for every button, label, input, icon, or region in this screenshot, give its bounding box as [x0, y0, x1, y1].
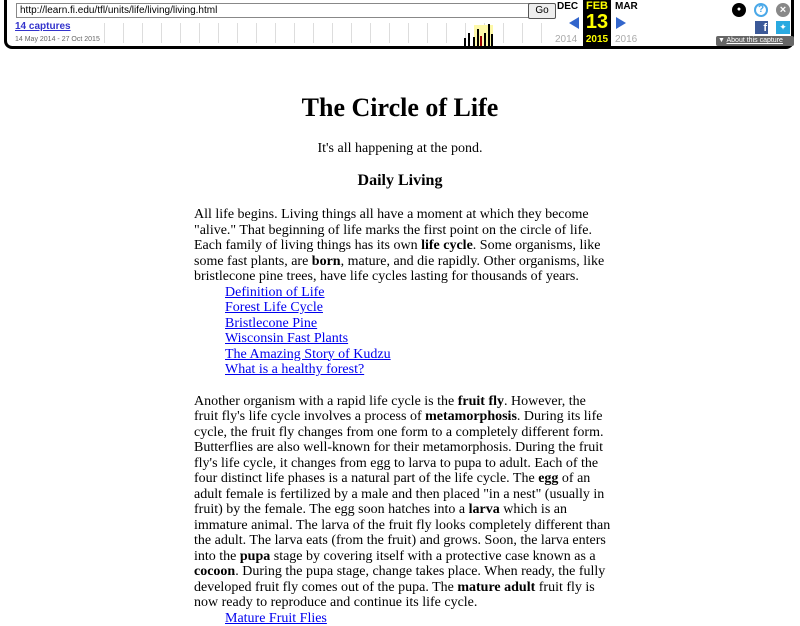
timeline-capture-bar[interactable] [464, 38, 466, 46]
user-icon[interactable]: ● [732, 3, 746, 17]
next-year-label[interactable]: 2016 [615, 34, 637, 46]
timeline-month-divider [351, 23, 352, 43]
text-run: . During its life cycle, the fruit fly changes from one form to a completely different form. Butterflies are also well-known for their metamorphosis. During the fruit fly's life cycle, it changes from egg to larva to pupa to adult. Each of the four distinct life phases is a natural part of the life cycle. The [194, 409, 603, 486]
bold-term: born [312, 254, 341, 269]
timeline-month-divider [218, 23, 219, 43]
help-icon[interactable]: ? [754, 3, 768, 17]
bold-term: egg [538, 471, 558, 486]
list-item [225, 347, 800, 363]
page-subtitle: It's all happening at the pond. [0, 141, 800, 157]
list-item [225, 285, 800, 301]
timeline-month-divider [256, 23, 257, 43]
bold-term: larva [469, 502, 500, 517]
timeline-month-divider [237, 23, 238, 43]
current-month-label: FEB [583, 0, 611, 12]
capture-date-range: 14 May 2014 - 27 Oct 2015 [15, 35, 100, 44]
timeline-month-divider [408, 23, 409, 43]
link-the-amazing-story-of-kudzu[interactable]: The Amazing Story of Kudzu [225, 347, 391, 362]
page-content [0, 93, 800, 626]
timeline-month-divider [427, 23, 428, 43]
text-run: stage by covering itself with a protective case known as a [270, 549, 595, 564]
wayback-toolbar [4, 0, 794, 49]
timeline-capture-bar[interactable] [484, 33, 486, 46]
about-capture-label: About this capture [727, 37, 783, 44]
timeline-month-divider [104, 23, 105, 43]
timeline-capture-bar[interactable] [480, 36, 482, 46]
triangle-down-icon: ▼ [718, 37, 725, 44]
next-month-label[interactable]: MAR [615, 1, 638, 13]
timeline-month-divider [389, 23, 390, 43]
timeline-month-divider [446, 23, 447, 43]
timeline-month-divider [199, 23, 200, 43]
bold-term: mature adult [457, 580, 535, 595]
list-item [225, 611, 800, 626]
text-run: which is an immature animal. The larva of the fruit fly looks completely different than the adult. The larva eats (from the fruit) and grows. Soon, the larva enters into the [194, 502, 610, 564]
current-day-label: 13 [583, 12, 611, 33]
timeline-capture-bar[interactable] [491, 34, 493, 46]
timeline-month-divider [522, 23, 523, 43]
list-item [225, 362, 800, 378]
close-icon[interactable]: × [776, 3, 790, 17]
link-bristlecone-pine[interactable]: Bristlecone Pine [225, 316, 317, 331]
current-capture-date [583, 0, 611, 46]
fruit-fly-links-list [225, 611, 800, 626]
twitter-icon[interactable]: ✦ [776, 21, 790, 34]
fruit-fly-paragraph [194, 394, 612, 611]
timeline-capture-bar[interactable] [477, 29, 479, 46]
text-run: . Some organisms, like some fast plants, are [194, 238, 600, 269]
timeline-capture-bar[interactable] [468, 33, 470, 46]
text-run: of an adult female is fertilized by a male and then placed "in a nest" (usually in fruit) by the female. The egg soon hatches into a [194, 471, 604, 517]
bold-term: cocoon [194, 564, 235, 579]
timeline-month-divider [275, 23, 276, 43]
timeline-month-divider [332, 23, 333, 43]
list-item [225, 300, 800, 316]
link-forest-life-cycle[interactable]: Forest Life Cycle [225, 300, 323, 315]
text-run: Another organism with a rapid life cycle is the [194, 394, 458, 409]
section-heading: Daily Living [0, 171, 800, 190]
timeline-month-divider [123, 23, 124, 43]
timeline-month-divider [180, 23, 181, 43]
intro-paragraph [194, 207, 612, 285]
capture-sparkline[interactable] [102, 20, 552, 46]
bold-term: metamorphosis [425, 409, 517, 424]
url-input[interactable]: http://learn.fi.edu/tfl/units/life/living/living.html [16, 3, 530, 18]
current-year-label: 2015 [583, 34, 611, 46]
timeline-month-divider [541, 23, 542, 43]
list-item [225, 316, 800, 332]
timeline-month-divider [313, 23, 314, 43]
link-what-is-a-healthy-forest[interactable]: What is a healthy forest? [225, 362, 364, 377]
link-wisconsin-fast-plants[interactable]: Wisconsin Fast Plants [225, 331, 348, 346]
related-links-list [225, 285, 800, 378]
text-run: , mature, and die rapidly. Other organisms, like bristlecone pine trees, have life cycles lasting for thousands of years. [194, 254, 604, 285]
timeline-capture-bar[interactable] [473, 37, 475, 46]
bold-term: life cycle [421, 238, 473, 253]
timeline-month-divider [161, 23, 162, 43]
bold-term: pupa [240, 549, 270, 564]
text-run: All life begins. Living things all have a moment at which they become "alive." That beginning of life marks the first point on the circle of life. Each family of living things has its own [194, 207, 592, 253]
timeline-month-divider [503, 23, 504, 43]
page-title: The Circle of Life [0, 93, 800, 123]
prev-month-label[interactable]: DEC [557, 1, 578, 13]
text-run: . However, the fruit fly's life cycle involves a process of [194, 394, 586, 425]
timeline-month-divider [294, 23, 295, 43]
timeline-month-divider [142, 23, 143, 43]
bold-term: fruit fly [458, 394, 504, 409]
go-button[interactable]: Go [528, 3, 556, 19]
next-capture-arrow-icon[interactable] [616, 17, 626, 29]
captures-link[interactable]: 14 captures [15, 21, 71, 33]
prev-year-label[interactable]: 2014 [555, 34, 577, 46]
timeline-month-divider [370, 23, 371, 43]
link-mature-fruit-flies[interactable]: Mature Fruit Flies [225, 611, 327, 626]
prev-capture-arrow-icon[interactable] [569, 17, 579, 29]
link-definition-of-life[interactable]: Definition of Life [225, 285, 325, 300]
text-run: fruit fly is now ready to reproduce and continue its life cycle. [194, 580, 595, 611]
timeline-capture-bar[interactable] [488, 24, 490, 46]
about-capture-button[interactable] [716, 36, 794, 46]
text-run: . During the pupa stage, change takes place. When ready, the fully developed fruit fly comes out of the pupa. The [194, 564, 605, 595]
facebook-icon[interactable]: f [755, 21, 768, 34]
list-item [225, 331, 800, 347]
